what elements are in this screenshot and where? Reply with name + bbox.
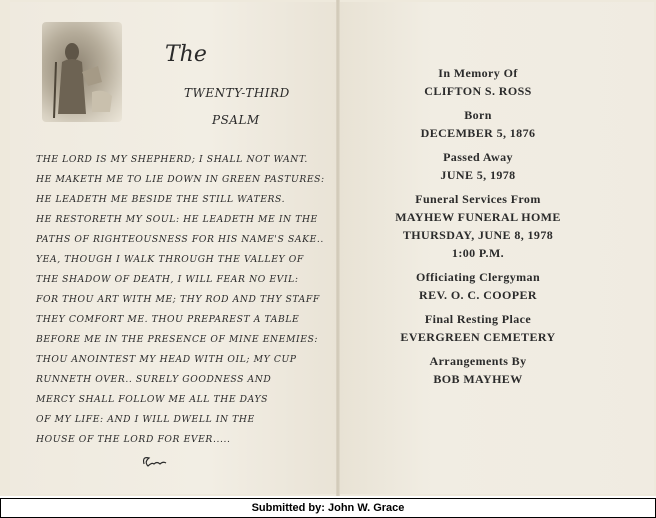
arrangements-name: BOB MAYHEW	[433, 372, 523, 386]
psalm-line: THE LORD IS MY SHEPHERD; I SHALL NOT WANT.	[36, 154, 308, 165]
shepherd-image	[42, 22, 122, 122]
psalm-title-psalm: PSALM	[212, 113, 260, 127]
passed-label: Passed Away	[443, 150, 513, 164]
born-date: DECEMBER 5, 1876	[420, 126, 536, 140]
clergy-name: REV. O. C. COOPER	[419, 288, 537, 302]
deceased-name: CLIFTON S. ROSS	[424, 84, 532, 98]
psalm-line: HE MAKETH ME TO LIE DOWN IN GREEN PASTURES:	[36, 174, 325, 185]
psalm-text	[36, 150, 328, 450]
psalm-line: FOR THOU ART WITH ME; THY ROD AND THY STAFF	[36, 294, 320, 305]
psalm-line: HE RESTORETH MY SOUL: HE LEADETH ME IN THE	[36, 214, 318, 225]
psalm-line: MERCY SHALL FOLLOW ME ALL THE DAYS	[36, 394, 269, 405]
funeral-home: MAYHEW FUNERAL HOME	[395, 210, 561, 224]
funeral-time: 1:00 P.M.	[451, 246, 505, 260]
clergy-label: Officiating Clergyman	[415, 270, 541, 284]
psalm-line: THOU ANOINTEST MY HEAD WITH OIL; MY CUP	[36, 354, 297, 365]
resting-label: Final Resting Place	[424, 312, 532, 326]
signature-flourish	[140, 452, 170, 470]
passed-date: JUNE 5, 1978	[440, 168, 516, 182]
psalm-line: OF MY LIFE: AND I WILL DWELL IN THE	[36, 414, 255, 425]
submitted-by-footer: Submitted by: John W. Grace	[0, 498, 656, 518]
service-details	[344, 64, 612, 388]
funeral-label: Funeral Services From	[415, 192, 541, 206]
born-label: Born	[464, 108, 492, 122]
funeral-date: THURSDAY, JUNE 8, 1978	[402, 228, 554, 242]
psalm-title-twenty-third: TWENTY-THIRD	[184, 86, 290, 100]
psalm-line: YEA, THOUGH I WALK THROUGH THE VALLEY OF	[36, 254, 304, 265]
psalm-line: HOUSE OF THE LORD FOR EVER.....	[36, 434, 231, 445]
psalm-title-the: The	[165, 42, 207, 67]
psalm-line: HE LEADETH ME BESIDE THE STILL WATERS.	[36, 194, 286, 205]
psalm-line: THEY COMFORT ME. THOU PREPAREST A TABLE	[36, 314, 300, 325]
psalm-line: PATHS OF RIGHTEOUSNESS FOR HIS NAME'S SAKE..	[36, 234, 324, 245]
psalm-line: RUNNETH OVER.. SURELY GOODNESS AND	[36, 374, 272, 385]
in-memory-label: In Memory Of	[438, 66, 518, 80]
resting-place: EVERGREEN CEMETERY	[400, 330, 556, 344]
psalm-line: THE SHADOW OF DEATH, I WILL FEAR NO EVIL:	[36, 274, 299, 285]
arrangements-label: Arrangements By	[429, 354, 527, 368]
card-fold	[336, 0, 340, 496]
psalm-line: BEFORE ME IN THE PRESENCE OF MINE ENEMIES:	[36, 334, 319, 345]
